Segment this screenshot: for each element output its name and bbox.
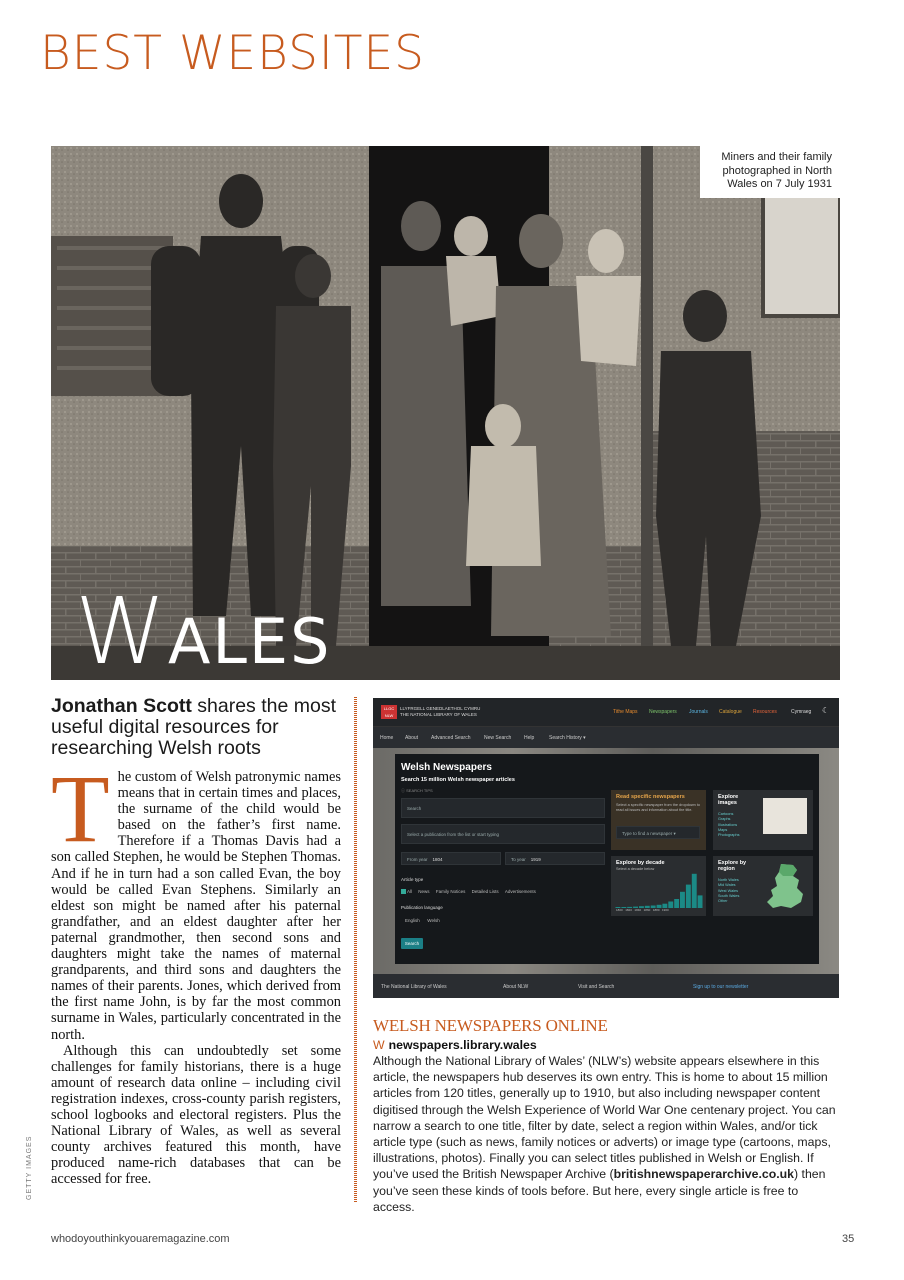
nav-newspapers[interactable]: Newspapers (649, 709, 677, 715)
panel-title: Welsh Newspapers (401, 762, 492, 773)
section-heading-wales: WALES (75, 578, 332, 680)
decade-ticks: 1800 1820 1840 1860 1880 1900 (616, 908, 669, 912)
publication-select[interactable]: Select a publication from the list or start typing (401, 824, 605, 844)
site-footer (373, 974, 839, 998)
article-type-label: Article type (401, 877, 424, 882)
moon-icon[interactable]: ☾ (822, 706, 830, 715)
decade-bar[interactable] (674, 899, 679, 908)
wales-map-icon[interactable] (763, 862, 809, 912)
cartoon-thumbnail[interactable] (763, 798, 807, 834)
nlw-logo: LLGC NLW (381, 705, 397, 719)
paragraph-2: Although this can undoubtedly set some challenges for family historians, there is a huge amount of research data online – including civil registration indexes, cross-county parish registers, school logbooks and electoral registers. Plus the National Library of Wales, as well as several county archives featured this month, have produced name-rich databases that can be accessed for free. (51, 1042, 341, 1188)
author-name: Jonathan Scott (51, 695, 192, 717)
site-menubar (373, 726, 839, 749)
site-org-name: LLYFRGELL GENEDLAETHOL CYMRU THE NATIONAL LIBRARY OF WALES (400, 706, 481, 717)
section-title: BEST WEBSITES (40, 26, 426, 81)
language-options[interactable]: English Welsh (405, 918, 440, 923)
region-links[interactable]: North Wales Mid Wales West Wales South Wales Other (718, 878, 740, 904)
nav-tithe-maps[interactable]: Tithe Maps (613, 709, 638, 715)
find-newspaper-select[interactable]: Type to find a newspaper ▾ (616, 826, 700, 839)
panel-subtitle: Search 15 million Welsh newspaper articles (401, 777, 515, 783)
checkbox-icon[interactable] (401, 889, 406, 894)
website-description: Although the National Library of Wales’ (NLW’s) website appears elsewhere in this article, the newspapers hub deserves its own entry. This is home to about 15 million articles from 120 titles, generally up to 1910, but also including newspaper content digitised through the Welsh Experience of World War One centenary project. You can narrow a search to one title, filter by date, select a region within Wales, and/or tick article type (such as news, family notices or adverts) or image type (cartoons, maps, illustrations, photos). Finally you can select titles published in Welsh or English. If you’ve used the British Newspaper Archive (britishnewspaperarchive.co.uk) then you’ve seen these kinds of tools before. But here, every single article is free to access. (373, 1054, 836, 1214)
photo-caption: Miners and their family photographed in North Wales on 7 July 1931 (700, 146, 840, 198)
nav-journals[interactable]: Journals (689, 709, 708, 715)
menu-new-search[interactable]: New Search (484, 735, 512, 741)
footer-nlw[interactable]: The National Library of Wales (381, 984, 447, 990)
url-prefix: W (373, 1038, 385, 1052)
paragraph-1: he custom of Welsh patronymic names means that in certain times and places, the surname of the child would be based on the father’s first name. Therefore if a Thomas Davis had a son called Stephen, he would be Stephen Thomas. And if he in turn had a son called Evan, the boy would be called Evan Stephens. Similarly an eldest son might be named after his paternal grandfather, and an eldest daughter after her paternal grandmother, then second sons and daughters might take the names of maternal grandparents, and third sons and daughters the names of their parents. Jones, which derived from the first name John, is by far the most common surname in Wales, particularly concentrated in the north. (51, 769, 341, 1043)
footer-newsletter[interactable]: Sign up to our newsletter (693, 984, 749, 990)
menu-search-history[interactable]: Search History ▾ (549, 735, 586, 741)
decade-bar[interactable] (698, 895, 703, 908)
page-number: 35 (842, 1233, 855, 1245)
website-title: WELSH NEWSPAPERS ONLINE (373, 1016, 608, 1035)
photo-credit: GETTY IMAGES (26, 1135, 33, 1200)
decade-bar[interactable] (686, 885, 691, 908)
nav-cymraeg[interactable]: Cymraeg (791, 709, 812, 715)
article-type-options[interactable]: All News Family Notices Detailed Lists Advertisements (401, 889, 536, 894)
website-screenshot (373, 698, 839, 998)
footer-site-url[interactable]: whodoyouthinkyouaremagazine.com (51, 1233, 230, 1245)
hero-photo (51, 146, 840, 680)
explore-region-box: Explore by region North Wales Mid Wales West Wales South Wales Other (713, 856, 813, 916)
decade-histogram[interactable] (615, 872, 703, 908)
footer-about[interactable]: About NLW (503, 984, 529, 990)
explore-decade-box: Explore by decade Select a decade below 1800 1820 1840 1860 1880 1900 (611, 856, 706, 916)
intro-text: shares the most useful digital resources for researching Welsh roots (51, 695, 336, 759)
drop-cap: T (51, 755, 110, 862)
nav-catalogue[interactable]: Catalogue (719, 709, 742, 715)
read-newspapers-box: Read specific newspapers Select a specific newspaper from the dropdown to read all issues and information about the title. Type to find a newspaper ▾ (611, 790, 706, 850)
explore-images-box: Explore images Cartoons Graphs Illustrations Maps Photographs (713, 790, 813, 850)
site-topbar (373, 698, 839, 726)
column-divider (354, 697, 357, 1202)
search-button[interactable]: Search (401, 938, 423, 949)
menu-about[interactable]: About (405, 735, 419, 741)
menu-help[interactable]: Help (524, 735, 535, 741)
article-intro (51, 696, 351, 759)
search-tips-link[interactable]: ⓘ SEARCH TIPS (401, 788, 433, 793)
menu-advanced-search[interactable]: Advanced Search (431, 735, 471, 741)
decade-bar[interactable] (692, 874, 697, 908)
image-type-links[interactable]: Cartoons Graphs Illustrations Maps Photographs (718, 812, 740, 838)
nav-resources[interactable]: Resources (753, 709, 777, 715)
decade-bar[interactable] (680, 892, 685, 908)
from-year-field[interactable]: From year 1804 (401, 852, 501, 865)
menu-home[interactable]: Home (380, 735, 394, 741)
search-panel (395, 754, 819, 964)
decade-bar[interactable] (668, 902, 673, 909)
to-year-field[interactable]: To year 1919 (505, 852, 605, 865)
url-text[interactable]: newspapers.library.wales (388, 1038, 537, 1052)
article-body-left (51, 755, 341, 1188)
bna-link[interactable]: britishnewspaperarchive.co.uk (613, 1167, 795, 1182)
website-url[interactable] (373, 1038, 537, 1052)
publication-language-label: Publication language (401, 905, 443, 910)
footer-visit[interactable]: Visit and Search (578, 984, 615, 990)
search-input[interactable]: Search (401, 798, 605, 818)
